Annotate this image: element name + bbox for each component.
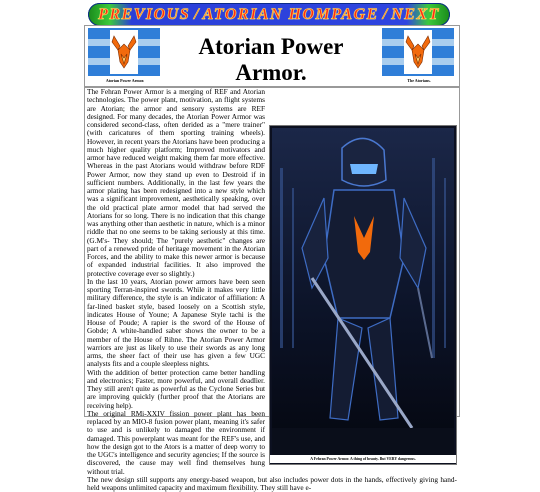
previous-link[interactable]: PREVIOUS [98, 5, 191, 23]
article-cell [84, 87, 460, 492]
atorian-flag-left [88, 28, 160, 76]
paragraph: The Fehran Power Armor is a merging of REF and Atorian technologies. The power plant, motivation, an flight systems are Atorian; the armor and sensory systems are REF designed. For many decades, the Atorian Power Armor was considered second-class, often derided as a "mere trainer" (with caricatures of them sporting training wheels). However, in recent years the Atorians have been producing a much higher quality platform; Improved motivators and armor have reduced weight making them far more effective. Whereas in the past Atorians would withdraw before RDF Power Armor, now they stand up even to Destroid if in sufficient numbers. Additionally, in the last few years the armor plating has been redesigned into a new style which was a significant improvement, aesthetically speaking, over the old practical plate armor model that had served the Atorians for so long. There is no indication that this change was anything other than aesthetic in nature, which is a minor riddle that no one seems to be taking seriously at this time. (G.M's- They should; The "purely aesthetic" changes are part of a renewed pride of heritage movement in the Atorian Forces, and the ability to make this newer armor is because of expanded industrial facilities. It also improved the protective coverage ever so slightly.) [87, 87, 265, 278]
nav-separator: / [194, 5, 199, 23]
nav-separator: / [382, 5, 388, 23]
atorian-flag-right [382, 28, 454, 76]
power-armor-figure [269, 125, 457, 465]
page-title: Atorian Power Armor. [198, 34, 344, 85]
right-flag-cell [380, 27, 458, 85]
figure-caption: A Fehran Power Armor. A thing of beauty. But VERY dangerous. [270, 455, 456, 463]
article-body [87, 88, 457, 492]
navigation-bar [88, 3, 450, 26]
paragraph: With the addition of better protection came better handling and electronics; Faster, more powerful, and overall deadlier. They still aren't quite as powerful as the Cyclone Series but are improving quickly (further proof that the Atorians are receiving help). [87, 367, 265, 410]
paragraph: In the last 10 years, Atorian power armors have been seen sporting Terran-inspired swords. While it makes very little military difference, the style is an indicator of affiliation: A far-lined basket style, based loosely on a Scottish style, indicates House of Youne; A Japanese Style tachi is the House of Poude; A rapier is the sword of the House of Gobde; A white-handled saber shows the owner to be a member of the House of Rihne. The Atorian Power Armor warriors are just as likely to use their swords as any long arms, the sheer fact of their use has given a few UGC analysts fits and a couple sleepless nights. [87, 276, 265, 369]
left-flag-caption: Atorian Power Armor. [105, 78, 145, 83]
paragraph: The original RMi-XXIV fission power plant has been replaced by an MIO-8 fusion power plant, meaning it's safer to use and is unlikely to damaged the environment if damaged. This powerplant was meant for the REF's use, and how the design got to the Ators is a matter of deep worry to the UGC's intelligence and security agencies; If the source is discovered, the cause may well find themselves hung without trial. [87, 408, 265, 476]
home-link[interactable]: ATORIAN HOMPAGE [202, 5, 379, 23]
header-table [84, 25, 460, 87]
next-link[interactable]: NEXT [391, 5, 440, 23]
left-flag-cell [86, 27, 164, 85]
right-flag-caption: The Atorians. [407, 78, 431, 83]
power-armor-image [272, 128, 454, 456]
paragraph: The new design still supports any energy-based weapon, but also includes power dots in the hands, effectively giving hand-held weapons unlimited capacity and maximum flexibility. They still have e- [87, 474, 457, 492]
